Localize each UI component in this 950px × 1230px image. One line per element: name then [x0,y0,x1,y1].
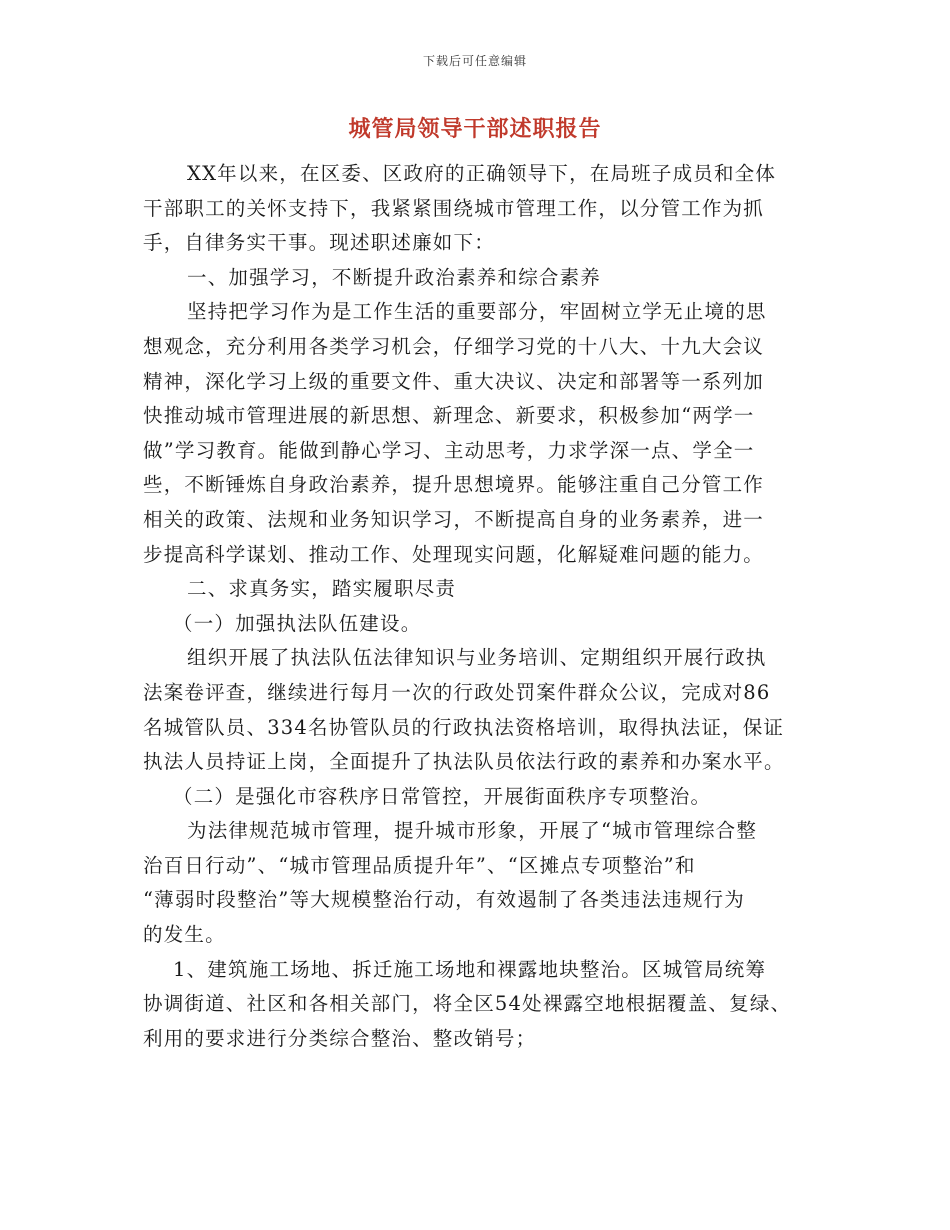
header-note: 下载后可任意编辑 [422,54,527,68]
document-body [143,157,813,1056]
subsection-heading: （一）加强执法队伍建设。 [173,611,422,635]
paragraph-line: 1、建筑施工场地、拆迁施工场地和裸露地块整治。区城管局统筹 [173,957,767,981]
paragraph-line: 想观念，充分利用各类学习机会，仔细学习党的十八大、十九大会议 [143,334,765,358]
paragraph-line: 步提高科学谋划、推动工作、处理现实问题，化解疑难问题的能力。 [143,542,765,566]
paragraph-line: 相关的政策、法规和业务知识学习，不断提高自身的业务素养，进一 [143,507,765,531]
paragraph-line: 治百日行动”、“城市管理品质提升年”、“区摊点专项整治”和 [143,853,696,877]
paragraph-line: 精神，深化学习上级的重要文件、重大决议、决定和部署等一系列加 [143,369,765,393]
paragraph-line: 快推动城市管理进展的新思想、新理念、新要求，积极参加“两学一 [143,404,755,428]
paragraph-line: 些，不断锤炼自身政治素养，提升思想境界。能够注重自己分管工作 [143,473,765,497]
paragraph-line: 利用的要求进行分类综合整治、整改销号； [143,1026,537,1050]
section-heading: 二、求真务实，踏实履职尽责 [187,577,457,601]
paragraph-line: 法案卷评查，继续进行每月一次的行政处罚案件群众公议，完成对86 [143,680,771,704]
subsection-heading: （二）是强化市容秩序日常管控，开展街面秩序专项整治。 [173,784,712,808]
paragraph-line: XX年以来，在区委、区政府的正确领导下，在局班子成员和全体 [187,162,777,185]
paragraph-line: 协调街道、社区和各相关部门，将全区54处裸露空地根据覆盖、复绿、 [143,992,792,1016]
paragraph-line: 执法人员持证上岗，全面提升了执法队员依法行政的素养和办案水平。 [143,750,785,774]
section-heading: 一、加强学习，不断提升政治素养和综合素养 [187,265,602,289]
paragraph-line: 名城管队员、334名协管队员的行政执法资格培训，取得执法证，保证 [143,715,785,739]
paragraph-line: 干部职工的关怀支持下，我紧紧围绕城市管理工作，以分管工作为抓 [143,196,765,220]
paragraph-line: “薄弱时段整治”等大规模整治行动，有效遏制了各类违法违规行为 [143,888,745,912]
paragraph-line: 手，自律务实干事。现述职述廉如下： [143,231,495,255]
paragraph-line: 组织开展了执法队伍法律知识与业务培训、定期组织开展行政执 [187,646,767,670]
paragraph-line: 坚持把学习作为是工作生活的重要部分，牢固树立学无止境的思 [187,300,767,324]
document-title: 城管局领导干部述职报告 [348,116,602,142]
paragraph-line: 做”学习教育。能做到静心学习、主动思考，力求学深一点、学全一 [143,438,755,462]
paragraph-line: 的发生。 [143,923,226,947]
paragraph-line: 为法律规范城市管理，提升城市形象，开展了“城市管理综合整 [187,819,758,843]
